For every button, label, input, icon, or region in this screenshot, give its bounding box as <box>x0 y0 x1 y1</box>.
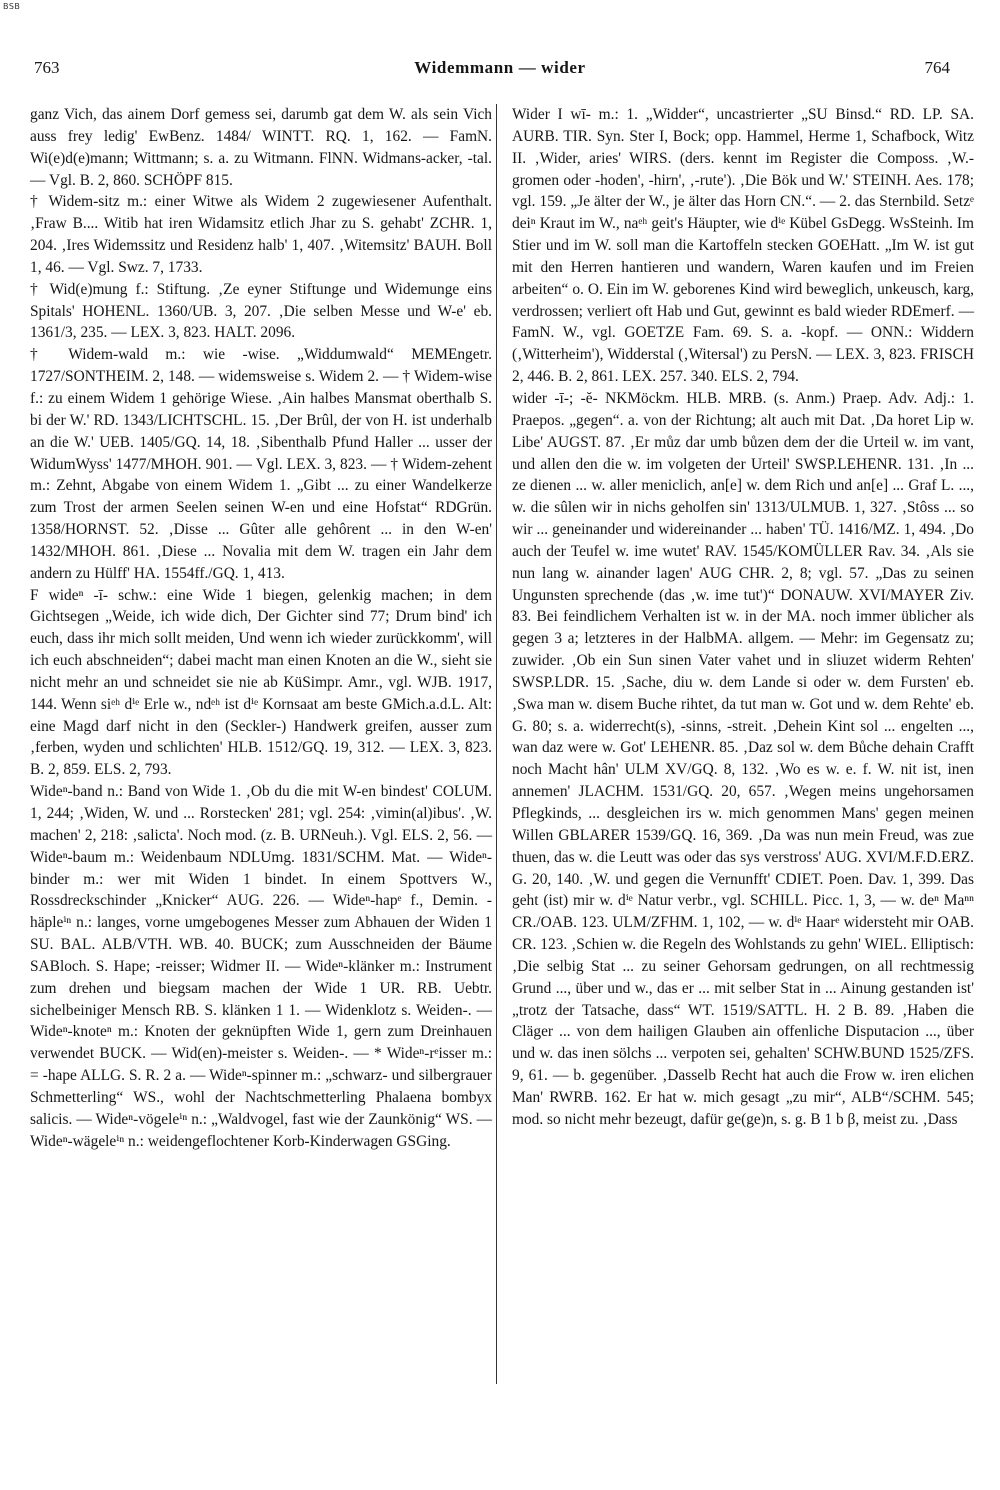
column-divider <box>496 104 497 1384</box>
page-number-left: 763 <box>34 58 60 77</box>
entry-paragraph: † Widem-wald m.: wie -wise. „Widdumwald“ MEMEngetr. 1727/SONTHEIM. 2, 148. — widemsweise s. Widem 2. — † Widem-wise f.: zu einem Widem 1 gehörige Wiese. ‚Ain halbes Mansmat oberthalb S. bi der W.' RD. 1343/LICHTSCHL. 15. ‚Der Brûl, der von H. ist underhalb an die W.' UEB. 1405/GQ. 14, 18. ‚Sibenthalb Pfund Haller ... usser der WidumWyss' 1477/MHOH. 901. — Vgl. LEX. 3, 823. — † Widem-zehent m.: Zehnt, Abgabe von einem Widem 1. „Gibt ... zu einer Wandelkerze zum Trost der armen Seelen seinen W-en und eine Hofstat“ RDGrün. 1358/HORNST. 52. ‚Disse ... Gûter alle gehôrent ... in den W-en' 1432/MHOH. 861. ‚Diese ... Novalia mit dem W. tragen ein Jahr dem andern zu Hülff' HA. 1554ff./GQ. 1, 413. <box>30 346 492 582</box>
entry-paragraph: ganz Vich, das ainem Dorf gemess sei, darumb gat dem W. als sein Vich auss frey ledig' EwBenz. 1484/ WINTT. RQ. 1, 162. — FamN. Wi(e)d(e)mann; Wittmann; s. a. zu Witmann. FlNN. Widmans-acker, -tal. — Vgl. B. 2, 860. SCHÖPF 815. <box>30 106 492 189</box>
right-column <box>512 104 974 1131</box>
entry-paragraph: wider -ī-; -ĕ- NKMöckm. HLB. MRB. (s. Anm.) Praep. Adv. Adj.: 1. Praepos. „gegen“. a. von der Richtung; alt auch mit Dat. ‚Da horet Lip w. Libe' AUGST. 87. ‚Er můz dar umb bůzen dem der die Urteil w. im vant, und allen den die w. im volgeten der Urteil' SWSP.LEHENR. 131. ‚In ... ze dienen ... w. aller meniclich, an[e] w. dem Rich und an[e] ... Graf L. ..., w. die sûlen wir in nichs geholfen sin' 1313/ULMUB. 1, 327. ‚Stôss ... so wir ... geneinander und widereinander ... haben' TÜ. 1416/MZ. 1, 494. ‚Do auch der Teufel w. ime wutet' RAV. 1545/KOMÜLLER Rav. 34. ‚Als sie nun lang w. ainander lagen' AUG CHR. 2, 8; vgl. 57. „Das zu seinen Ungunsten sprechende (das ‚w. ime tut')“ DONAUW. XVI/MAYER Ziv. 83. Bei feindlichem Verhalten ist w. in der MA. noch immer üblicher als gegen 3 a; letzteres in der HalbMA. allgem. — Mehr: im Gegensatz zu; zuwider. ‚Ob ein Sun sinen Vater vahet und in sliuzet widerm Rehten' SWSP.LDR. 15. ‚Sache, diu w. dem Lande si oder w. dem Fursten' eb. ‚Swa man w. disem Buche rihtet, da tut man w. Got und w. dem Rehte' eb. G. 80; s. a. widerrecht(s), -sinns, -streit. ‚Dehein Kint sol ... engelten ..., wan daz were w. Got' LEHENR. 85. ‚Daz sol w. dem Bůche dehain Crafft noch Macht hân' ULM XV/GQ. 8, 132. ‚Wo es w. e. f. W. nit ist, inen annemen' JLACHM. 1531/GQ. 20, 657. ‚Wegen meins ungehorsamen Pflegkinds, ... desgleichen irs w. mich genommen Mans' gegen meinen Willen GBLARER 1539/GQ. 16, 369. ‚Da was nun mein Freud, was zue thuen, das w. die Leutt was oder das sys verstross' AUG. XVI/M.F.D.ERZ. G. 20, 140. ‚W. und gegen die Vernunfft' CDIET. Poen. Dav. 1, 399. Das geht (ist) mir w. dⁱᵉ Natur verbr., vgl. SCHILL. Picc. 1, 3, — w. deⁿ Maⁿⁿ CR./OAB. 123. ULM/ZFHM. 1, 102, — w. dⁱᵉ Haarᵉ widersteht mir OAB. CR. 123. ‚Schien w. die Regeln des Wohlstands zu gehn' WIEL. Elliptisch: ‚Die selbig Stat ... zu seiner Gehorsam gedrungen, on all rechtmessig Grund ..., über und w., das er ... mit selber Stat in ... Ainung gestanden ist' „trotz der Tatsache, dass“ WT. 1519/SATTL. H. 2 B. 89. ‚Haben die Cläger ... von dem hailigen Glauben ain offenliche Disputacion ..., über und w. das inen sölchs ... verpoten sei, gehalten' SCHW.BUND 1525/ZFS. 9, 61. — b. gegenüber. ‚Dasselb Recht hat auch die Frow w. iren elichen Man' RWRB. 162. Er hat w. mich gesagt „zu mir“, ALB“/SCHM. 545; mod. so nicht mehr bezeugt, dafür ge(ge)n, s. g. B 1 b β, meist zu. ‚Dass <box>512 389 974 1128</box>
entry-paragraph: F wideⁿ -ī- schw.: eine Wide 1 biegen, gelenkig machen; in dem Gichtsegen „Weide, ich wide dich, Der Gichter sind 77; Drum bind' ich euch, dass ihr mich sollt meiden, Und wenn ich wieder zurückkomm', will ich euch abschneiden“; dabei macht man einen Knoten an die W., sieht sie nicht mehr an und schneidet sie nie ab KüSimpr. Amr., vgl. WJB. 1917, 144. Wenn siᵉʰ dⁱᵉ Erle w., ndᵉʰ ist dⁱᵉ Kornsaat am beste GMich.a.d.L. Alt: eine Magd darf nicht in den (Seckler-) Handwerk greifen, ausser zum ‚ferben, wyden und schlichten' HLB. 1512/GQ. 19, 312. — LEX. 3, 823. B. 2, 859. ELS. 2, 793. <box>30 586 492 779</box>
entry-paragraph: Wider I wī- m.: 1. „Widder“, uncastrierter „SU Binsd.“ RD. LP. SA. AURB. TIR. Syn. Ster I, Bock; opp. Hammel, Herme 1, Schafbock, Witz II. ‚Wider, aries' WIRS. (ders. kennt im Register die Composs. ‚W.-gromen oder -hoden', -hirn', ‚-rute'). ‚Die Bök und W.' STEINH. Aes. 178; vgl. 159. „Je älter der W., je älter das Horn CN.“. — 2. das Sternbild. Setzᵉ deiⁿ Kraut im W., naᵉʰ geit's Häupter, wie dⁱᵉ Kübel GsDegg. WsSteinh. Im Stier und im W. soll man die Kartoffeln stecken GOEHatt. „Im W. ist gut mit den Herren hantieren und wandern, Waren kaufen und im Freien arbeiten“ o. O. Ein im W. geborenes Kind wird beweglich, unkeusch, karg, verdrossen; verliert oft Hab und Gut, gewinnt es bald wieder RDEmerf. — FamN. W., vgl. GOETZE Fam. 69. S. a. -kopf. — ONN.: Widdern (‚Witterheim'), Widderstal (‚Witersal') zu PersN. — LEX. 3, 823. FRISCH 2, 446. B. 2, 861. LEX. 257. 340. ELS. 2, 794. <box>512 106 974 386</box>
entry-paragraph: Wideⁿ-band n.: Band von Wide 1. ‚Ob du die mit W-en bindest' COLUM. 1, 244; ‚Widen, W. und ... Rorstecken' 281; vgl. 254: ‚vimin(al)ibus'. ‚W. machen' 2, 218: ‚salicta'. Noch mod. (z. B. URNeuh.). Vgl. ELS. 2, 56. — Wideⁿ-baum m.: Weidenbaum NDLUmg. 1831/SCHM. Mat. — Wideⁿ-binder m.: wer mit Widen 1 bindet. In einem Spottvers W., Rossdreckschinder „Knicker“ AUG. 226. — Wideⁿ-hapᵉ f., Demin. -häpleⁱⁿ n.: langes, vorne umgebogenes Messer zum Abhauen der Widen 1 SU. BAL. ALB/VTH. WB. 40. BUCK; zum Ausschneiden der Bäume SABloch. S. Hape; -reisser; Widmer II. — Wideⁿ-klänker m.: Instrument zum drehen und biegsam machen der Wide 1 UR. RB. Uebtr. sichelbeiniger Mensch RB. S. klänken 1 1. — Widenklotz s. Weiden-. — Wideⁿ-knoteⁿ m.: Knoten der geknüpften Wide 1, gern zum Dreinhauen verwendet BUCK. — Wid(en)-meister s. Weiden-. — * Wideⁿ-rᵉisser m.: = -hape ALLG. S. R. 2 a. — Wideⁿ-spinner m.: „schwarz- und silbergrauer Schmetterling“ WS., wohl der Nachtschmetterling Phalaena bombyx salicis. — Wideⁿ-vögeleⁱⁿ n.: „Waldvogel, fast wie der Zaunkönig“ WS. — Wideⁿ-wägeleⁱⁿ n.: weidengeflochtener Korb-Kinderwagen GSGing. <box>30 783 492 1150</box>
left-column <box>30 104 492 1153</box>
library-stamp: BSB <box>3 2 21 11</box>
entry-paragraph: † Widem-sitz m.: einer Witwe als Widem 2 zugewiesener Aufenthalt. ‚Fraw B.... Witib hat iren Widamsitz etlich Jhar zu S. gehabt' ZCHR. 1, 204. ‚Ires Widemssitz und Residenz halb' 1, 407. ‚Witemsitz' BAUH. Boll 1, 46. — Vgl. Swz. 7, 1733. <box>30 193 492 276</box>
running-title: Widemmann — wider <box>414 58 586 77</box>
running-header <box>0 58 1000 84</box>
page-number-right: 764 <box>924 58 950 77</box>
entry-paragraph: † Wid(e)mung f.: Stiftung. ‚Ze eyner Stiftunge und Widemunge eins Spitals' HOHENL. 1360/UB. 3, 207. ‚Die selben Messe und W-e' eb. 1361/3, 235. — LEX. 3, 823. HALT. 2096. <box>30 280 492 342</box>
